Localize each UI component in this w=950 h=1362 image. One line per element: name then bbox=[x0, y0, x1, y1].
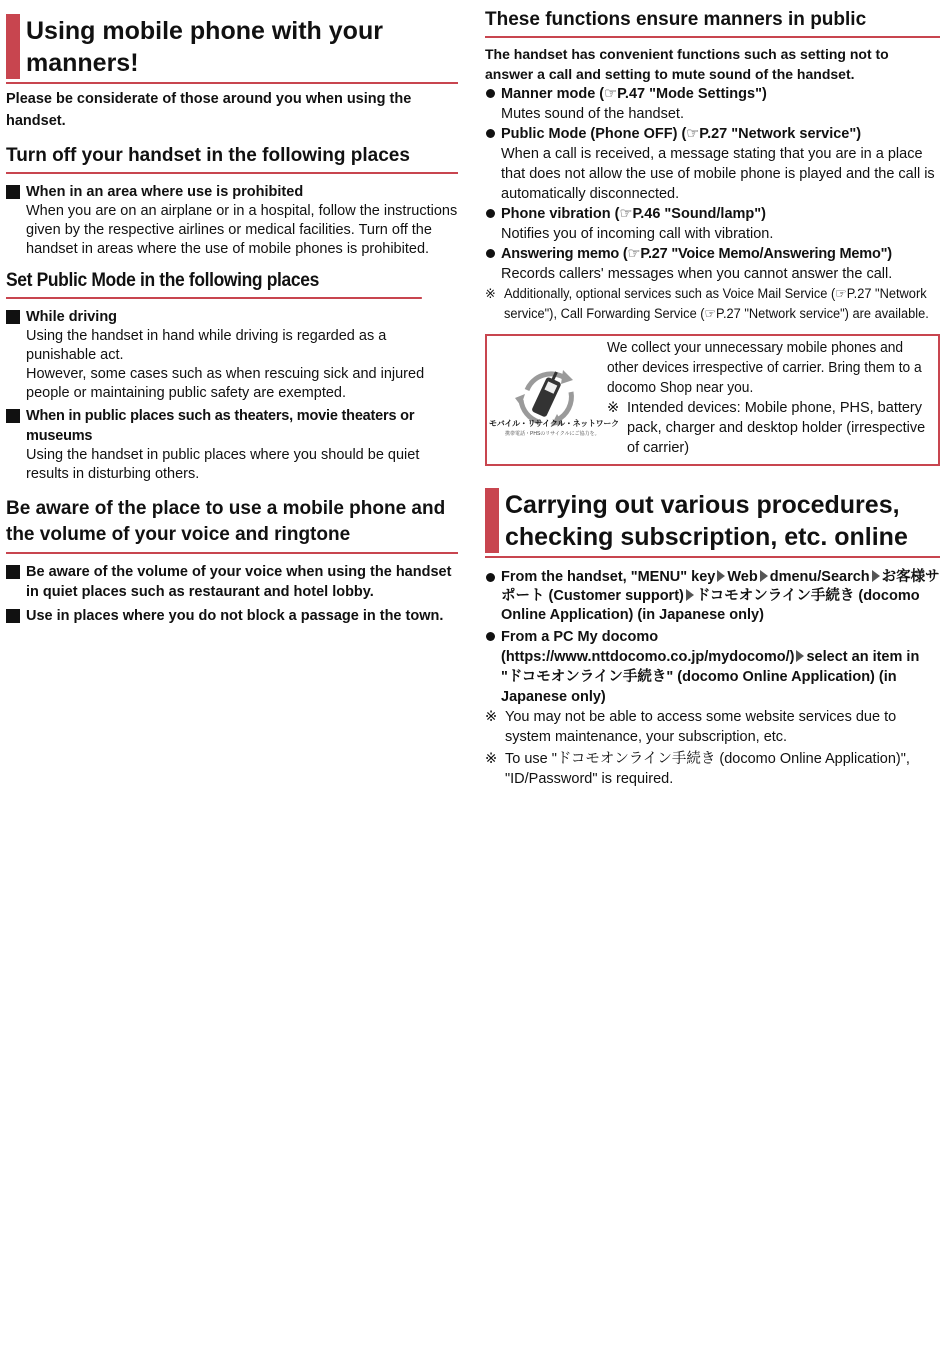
item-title: While driving bbox=[26, 309, 118, 325]
list-item bbox=[485, 84, 940, 124]
square-bullet-icon bbox=[6, 310, 20, 324]
list-item bbox=[485, 204, 940, 244]
left-column bbox=[6, 0, 458, 626]
item-body: Using the handset in hand while driving is regarded as a punishable act. bbox=[26, 328, 387, 363]
recycle-logo-text: モバイル・リサイクル・ネットワーク bbox=[489, 419, 619, 428]
recycle-logo-subtext: 携帯電話・PHSのリサイクルにご協力を。 bbox=[505, 431, 600, 437]
bullet-icon bbox=[486, 129, 495, 138]
item-body: Notifies you of incoming call with vibration. bbox=[501, 226, 774, 242]
note: ※ You may not be able to access some website services due to system maintenance, your subscription, etc. bbox=[485, 709, 897, 745]
list-item bbox=[485, 627, 940, 707]
square-bullet-icon bbox=[6, 409, 20, 423]
bullet-icon bbox=[486, 209, 495, 218]
item-title: From a PC My docomo (https://www.nttdocomo.co.jp/mydocomo/) select an item in "ドコモオンライン手続き" (docomo Online Application) (in Japanese only) bbox=[501, 629, 920, 705]
arrow-right-icon bbox=[686, 589, 694, 601]
online-title-text: Carrying out various procedures, checking subscription, etc. online bbox=[505, 491, 908, 551]
bullet-icon bbox=[486, 249, 495, 258]
bullet-icon bbox=[486, 573, 495, 582]
item-title: Answering memo (☞P.27 "Voice Memo/Answering Memo") bbox=[501, 246, 892, 262]
section-heading-functions: These functions ensure manners in public bbox=[485, 8, 940, 38]
bullet-icon bbox=[486, 89, 495, 98]
reference-icon: ☞ bbox=[704, 306, 717, 321]
arrow-right-icon bbox=[717, 570, 725, 582]
functions-intro: The handset has convenient functions such as setting not to answer a call and setting to mute sound of the handset. bbox=[485, 46, 889, 82]
item-body: Mutes sound of the handset. bbox=[501, 106, 684, 122]
mobile-recycle-logo bbox=[489, 354, 619, 454]
reference-icon: ☞ bbox=[627, 246, 641, 262]
section-heading-be-aware: Be aware of the place to use a mobile phone and the volume of your voice and ringtone bbox=[6, 496, 458, 554]
item-title: Use in places where you do not block a passage in the town. bbox=[26, 608, 444, 624]
item-title: When in an area where use is prohibited bbox=[26, 184, 304, 200]
square-bullet-icon bbox=[6, 565, 20, 579]
reference-icon: ☞ bbox=[835, 286, 847, 301]
recycle-note: ※ Intended devices: Mobile phone, PHS, battery pack, charger and desktop holder (irrespective of carrier) bbox=[607, 400, 926, 456]
item-title: When in public places such as theaters, movie theaters or museums bbox=[26, 408, 415, 444]
square-bullet-icon bbox=[6, 185, 20, 199]
square-bullet-icon bbox=[6, 609, 20, 623]
reference-icon: ☞ bbox=[686, 126, 700, 142]
note-mark-icon: ※ bbox=[607, 400, 620, 416]
item-title: Phone vibration (☞P.46 "Sound/lamp") bbox=[501, 206, 766, 222]
item-body: However, some cases such as when rescuing sick and injured people or maintaining public safety are exempted. bbox=[26, 366, 425, 401]
list-item bbox=[485, 568, 940, 625]
arrow-right-icon bbox=[760, 570, 768, 582]
item-body: When a call is received, a message stating that you are in a place that does not allow the use of mobile phone is played and the call is automatically disconnected. bbox=[501, 146, 935, 202]
recycle-text bbox=[607, 338, 937, 458]
page-title-text: Using mobile phone with your manners! bbox=[26, 17, 383, 77]
reference-icon: ☞ bbox=[604, 86, 618, 102]
list-item bbox=[485, 244, 940, 284]
item-body: Using the handset in public places where you should be quiet results in disturbing others. bbox=[26, 447, 420, 482]
note: ※ To use "ドコモオンライン手続き (docomo Online Application)", "ID/Password" is required. bbox=[485, 751, 910, 787]
list-item bbox=[6, 606, 458, 626]
list-item bbox=[485, 124, 940, 204]
note-mark-icon: ※ bbox=[485, 286, 496, 301]
reference-icon: ☞ bbox=[619, 206, 633, 222]
item-title: Manner mode (☞P.47 "Mode Settings") bbox=[501, 86, 767, 102]
recycle-phone-icon bbox=[489, 354, 619, 454]
list-item bbox=[6, 307, 458, 403]
list-item bbox=[6, 562, 458, 602]
arrow-right-icon bbox=[872, 570, 880, 582]
bullet-icon bbox=[486, 632, 495, 641]
list-item bbox=[6, 182, 458, 259]
list-item bbox=[6, 406, 458, 484]
online-title bbox=[485, 488, 940, 558]
section-heading-public-mode: Set Public Mode in the following places bbox=[6, 269, 422, 299]
recycle-description: We collect your unnecessary mobile phones and other devices irrespective of carrier. Bring them to a docomo Shop near you. bbox=[607, 340, 922, 396]
item-body: When you are on an airplane or in a hospital, follow the instructions given by the respective airlines or medical facilities. Turn off the handset in areas where the use of mobile phones is prohibited. bbox=[26, 203, 458, 257]
intro-text: Please be considerate of those around you when using the handset. bbox=[6, 91, 412, 129]
item-title: Be aware of the volume of your voice when using the handset in quiet places such as restaurant and hotel lobby. bbox=[26, 564, 452, 600]
item-title: Public Mode (Phone OFF) (☞P.27 "Network service") bbox=[501, 126, 862, 142]
item-title: From the handset, "MENU" key Web dmenu/Search お客様サポート (Customer support) ドコモオンライン手続き (docomo Online Application) (in Japanese only) bbox=[501, 569, 940, 623]
arrow-right-icon bbox=[796, 650, 804, 662]
note-mark-icon: ※ bbox=[485, 709, 498, 725]
item-body: Records callers' messages when you cannot answer the call. bbox=[501, 266, 893, 282]
recycle-box bbox=[485, 334, 940, 466]
note-mark-icon: ※ bbox=[485, 751, 498, 767]
section-heading-turn-off: Turn off your handset in the following places bbox=[6, 144, 458, 174]
note: ※ Additionally, optional services such as Voice Mail Service (☞P.27 "Network service"), Call Forwarding Service (☞P.27 "Network service") are available. bbox=[485, 286, 929, 321]
right-column bbox=[485, 0, 940, 789]
page-title bbox=[6, 14, 458, 84]
